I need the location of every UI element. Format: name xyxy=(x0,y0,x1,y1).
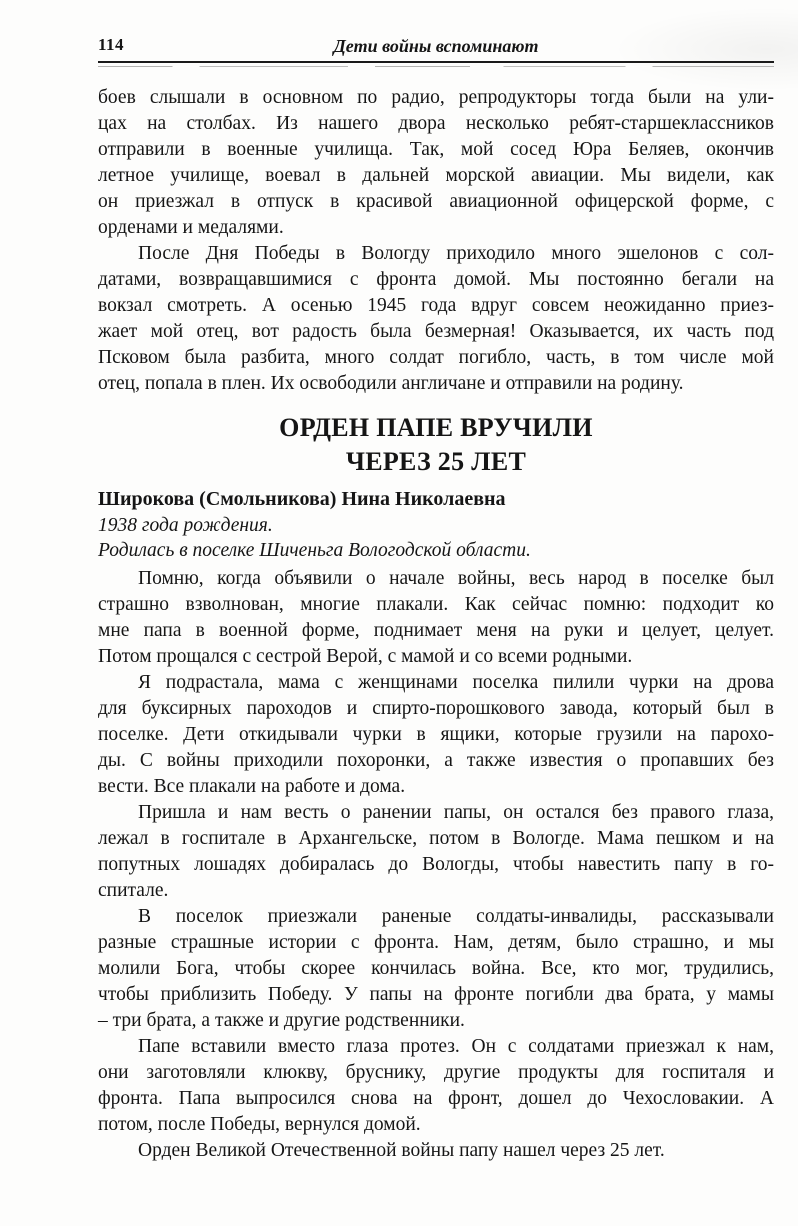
page-number: 114 xyxy=(98,35,125,54)
text-line: разные страшные истории с фронта. Нам, детям, было страшно, и мы xyxy=(98,932,774,953)
paragraph xyxy=(98,904,774,1034)
paragraph xyxy=(98,566,774,670)
paragraph xyxy=(98,670,774,800)
author-birth-year: 1938 года рождения. xyxy=(98,515,273,536)
text-line: чтобы приблизить Победу. У папы на фронте погибли два брата, у мамы xyxy=(98,984,774,1005)
text-line: Потом прощался с сестрой Верой, с мамой и со всеми родными. xyxy=(98,646,633,667)
text-line: орденами и медалями. xyxy=(98,217,284,238)
text-line: цах на столбах. Из нашего двора несколько ребят-старшеклассников xyxy=(98,113,774,134)
header-rule-shadow xyxy=(98,66,774,67)
author-name: Широкова (Смольникова) Нина Николаевна xyxy=(98,488,506,510)
text-line: жает мой отец, вот радость была безмерная! Оказывается, их часть под xyxy=(98,321,774,342)
text-line: молили Бога, чтобы скорее кончилась война. Все, кто мог, трудились, xyxy=(98,958,774,979)
paragraph xyxy=(98,241,774,397)
text-line: Псковом была разбита, много солдат погибло, часть, в том числе мой xyxy=(98,347,774,368)
paragraph xyxy=(98,1138,774,1164)
text-line: Папе вставили вместо глаза протез. Он с солдатами приезжал к нам, xyxy=(138,1036,774,1057)
text-line: мне папа в военной форме, поднимает меня на руки и целует, целует. xyxy=(98,620,774,641)
body-text xyxy=(98,85,774,1164)
text-line: лежал в госпитале в Архангельске, потом в Вологде. Мама пешком и на xyxy=(98,828,774,849)
text-line: ды. С войны приходили похоронки, а также известия о пропавших без xyxy=(98,750,774,771)
section-title-line-2: ЧЕРЕЗ 25 ЛЕТ xyxy=(345,447,527,476)
text-line: поселке. Дети откидывали чурки в ящики, которые грузили на парохо- xyxy=(98,724,774,745)
header-rule xyxy=(98,61,774,63)
section-title-line-1: ОРДЕН ПАПЕ ВРУЧИЛИ xyxy=(279,413,593,442)
text-line: датами, возвращавшимися с фронта домой. Мы постоянно бегали на xyxy=(98,269,774,290)
text-line: он приезжал в отпуск в красивой авиационной офицерской форме, с xyxy=(98,191,774,212)
text-line: спитале. xyxy=(98,880,169,901)
text-line: потом, после Победы, вернулся домой. xyxy=(98,1114,421,1135)
text-line: Я подрастала, мама с женщинами поселка пилили чурки на дрова xyxy=(138,672,774,693)
page-header xyxy=(98,34,774,58)
paragraph xyxy=(98,1034,774,1138)
text-line: Помню, когда объявили о начале войны, весь народ в поселке был xyxy=(138,568,774,589)
text-line: После Дня Победы в Вологду приходило много эшелонов с сол- xyxy=(138,243,774,264)
paragraph xyxy=(98,85,774,241)
text-line: боев слышали в основном по радио, репродукторы тогда были на ули- xyxy=(98,87,774,108)
text-line: страшно взволнован, многие плакали. Как сейчас помню: подходит ко xyxy=(98,594,774,615)
text-line: попутных лошадях добиралась до Вологды, чтобы навестить папу в го- xyxy=(98,854,774,875)
text-line: отправили в военные училища. Так, мой сосед Юра Беляев, окончив xyxy=(98,139,774,160)
paragraph xyxy=(98,800,774,904)
text-line: фронта. Папа выпросился снова на фронт, дошел до Чехословакии. А xyxy=(98,1088,774,1109)
running-title: Дети войны вспоминают xyxy=(333,36,539,56)
text-line: – три брата, а также и другие родственники. xyxy=(98,1010,465,1031)
text-line: Орден Великой Отечественной войны папу нашел через 25 лет. xyxy=(138,1140,665,1161)
text-line: Пришла и нам весть о ранении папы, он остался без правого глаза, xyxy=(138,802,774,823)
text-line: вокзал смотреть. А осенью 1945 года вдруг совсем неожиданно приез- xyxy=(98,295,774,316)
text-line: В поселок приезжали раненые солдаты-инвалиды, рассказывали xyxy=(138,906,774,927)
text-line: они заготовляли клюкву, бруснику, другие продукты для госпиталя и xyxy=(98,1062,774,1083)
text-line: для буксирных пароходов и спирто-порошкового завода, который был в xyxy=(98,698,774,719)
section-title xyxy=(98,411,774,479)
text-line: отец, попала в плен. Их освободили англичане и отправили на родину. xyxy=(98,373,684,394)
author-birthplace: Родилась в поселке Шиченьга Вологодской области. xyxy=(98,540,531,561)
text-line: вести. Все плакали на работе и дома. xyxy=(98,776,406,797)
text-line: летное училище, воевал в дальней морской авиации. Мы видели, как xyxy=(98,165,774,186)
